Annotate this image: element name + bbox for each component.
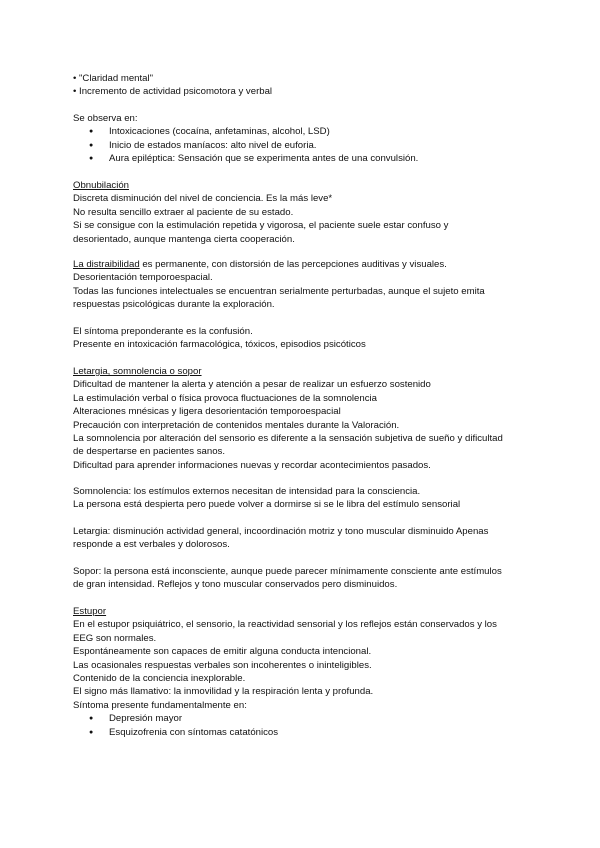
bullet-list [73, 125, 533, 165]
paragraph-line: Síntoma presente fundamentalmente en: [73, 699, 247, 711]
paragraph-line: de despertarse en pacientes sanos. [73, 446, 226, 458]
section-sopor [73, 565, 533, 592]
paragraph-line: Las ocasionales respuestas verbales son incoherentes o ininteligibles. [73, 659, 372, 671]
intro-bullets [73, 72, 533, 99]
paragraph-line: Desorientación temporoespacial. [73, 272, 213, 284]
section-heading: Obnubilación [73, 180, 130, 191]
paragraph-line: Letargia: disminución actividad general, incoordinación motriz y tono muscular disminuido Apenas [73, 526, 489, 537]
paragraph-line: La somnolencia por alteración del sensorio es diferente a la sensación subjetiva de sueño y dificultad [73, 433, 503, 445]
section-heading: La distraibilidad [73, 259, 140, 270]
paragraph-line: Espontáneamente son capaces de emitir alguna conducta intencional. [73, 646, 372, 658]
intro-line: • Incremento de actividad psicomotora y verbal [73, 86, 273, 98]
paragraph-line: Si se consigue con la estimulación repetida y vigorosa, el paciente suele estar confuso y [73, 220, 449, 232]
paragraph-text: es permanente, con distorsión de las percepciones auditivas y visuales. [139, 259, 447, 270]
intro-line: • "Claridad mental" [73, 73, 154, 84]
paragraph-line: No resulta sencillo extraer al paciente de su estado. [73, 206, 294, 218]
paragraph-line: El signo más llamativo: la inmovilidad y la respiración lenta y profunda. [73, 686, 374, 698]
section-heading: Letargia, somnolencia o sopor [73, 366, 202, 377]
paragraph-line: responde a est verbales y dolorosos. [73, 539, 230, 551]
list-item: ● Intoxicaciones (cocaína, anfetaminas, alcohol, LSD) [73, 125, 533, 138]
paragraph-line: Discreta disminución del nivel de conciencia. Es la más leve* [73, 193, 333, 205]
bullet-list [73, 712, 533, 739]
section-letargia-def [73, 525, 533, 552]
section-obnubilacion [73, 179, 533, 246]
list-item: ● Esquizofrenia con síntomas catatónicos [73, 726, 533, 739]
paragraph-line: Presente en intoxicación farmacológica, tóxicos, episodios psicóticos [73, 339, 366, 351]
section-heading: Se observa en: [73, 113, 138, 124]
section-heading: Estupor [73, 606, 107, 617]
paragraph-line: Somnolencia: los estímulos externos necesitan de intensidad para la consciencia. [73, 486, 421, 497]
paragraph-line: La persona está despierta pero puede volver a dormirse si se le libra del estímulo sensorial [73, 499, 461, 511]
paragraph-line: Contenido de la conciencia inexplorable. [73, 673, 246, 685]
section-distraibilidad [73, 258, 533, 312]
paragraph-line: Sopor: la persona está inconsciente, aunque puede parecer mínimamente consciente ante estímulos [73, 566, 502, 577]
section-estupor [73, 605, 533, 739]
section-letargia-somnolencia-sopor [73, 365, 533, 472]
paragraph-line: Dificultad de mantener la alerta y atención a pesar de realizar un esfuerzo sostenido [73, 379, 431, 391]
paragraph-line: EEG son normales. [73, 632, 157, 644]
paragraph-line: Todas las funciones intelectuales se encuentran serialmente perturbadas, aunque el sujeto emita [73, 285, 485, 297]
section-confusion [73, 325, 533, 352]
section-somnolencia [73, 485, 533, 512]
paragraph-line: El síntoma preponderante es la confusión. [73, 326, 253, 337]
paragraph-line: Alteraciones mnésicas y ligera desorientación temporoespacial [73, 406, 341, 418]
list-item: ● Inicio de estados maníacos: alto nivel de euforia. [73, 139, 533, 152]
paragraph-line [73, 258, 533, 271]
paragraph-line: de gran intensidad. Reflejos y tono muscular conservados pero disminuidos. [73, 579, 398, 591]
paragraph-line: En el estupor psiquiátrico, el sensorio, la reactividad sensorial y los reflejos están conservados y los [73, 619, 497, 631]
paragraph-line: respuestas psicológicas durante la exploración. [73, 299, 275, 311]
list-item: ● Depresión mayor [73, 712, 533, 725]
section-se-observa [73, 112, 533, 166]
paragraph-line: desorientado, aunque mantenga cierta cooperación. [73, 233, 295, 245]
paragraph-line: Precaución con interpretación de contenidos mentales durante la Valoración. [73, 419, 400, 431]
paragraph-line: Dificultad para aprender informaciones nuevas y recordar acontecimientos pasados. [73, 459, 431, 471]
list-item: ● Aura epiléptica: Sensación que se experimenta antes de una convulsión. [73, 152, 533, 165]
paragraph-line: La estimulación verbal o física provoca fluctuaciones de la somnolencia [73, 392, 377, 404]
